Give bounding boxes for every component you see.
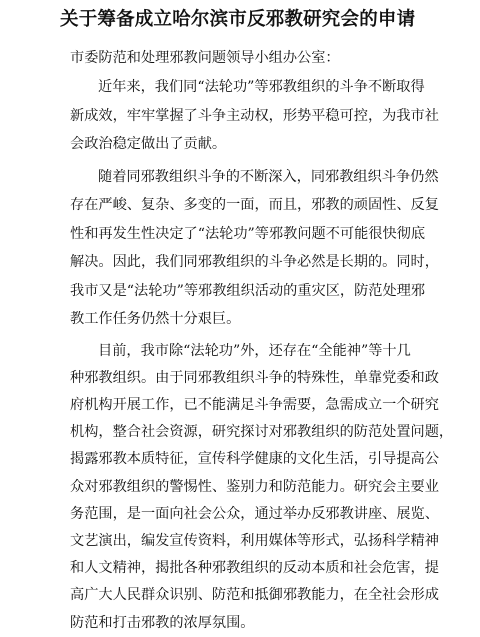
paragraph-line: 府机构开展工作，已不能满足斗争需要，急需成立一个研究	[70, 396, 439, 413]
paragraph-line: 众对邪教组织的警惕性、鉴别力和防范能力。研究会主要业	[70, 478, 439, 495]
paragraph-line: 揭露邪教本质特征，宣传科学健康的文化生活，引导提高公	[70, 451, 439, 468]
paragraph-2	[70, 163, 460, 334]
paragraph-line: 和人文精神，揭批各种邪教组织的反动本质和社会危害，提	[70, 560, 439, 577]
paragraph-line: 会政治稳定做出了贡献。	[70, 136, 227, 152]
paragraph-line: 随着同邪教组织斗争的不断深入，同邪教组织斗争仍然	[98, 168, 439, 185]
paragraph-line: 解决。因此，我们同邪教组织的斗争必然是长期的。同时，	[70, 254, 439, 270]
document-title: 关于筹备成立哈尔滨市反邪教研究会的申请	[60, 9, 416, 30]
paragraph-line: 务范围，是一面向社会公众，通过举办反邪教讲座、展览、	[70, 505, 439, 522]
paragraph-line: 我市又是“法轮功”等邪教组织活动的重灾区，防范处理邪	[70, 282, 426, 299]
paragraph-line: 性和再发生性决定了“法轮功”等邪教问题不可能很快彻底	[70, 225, 426, 242]
paragraph-line: 存在严峻、复杂、多变的一面，而且，邪教的顽固性、反复	[70, 197, 439, 213]
paragraph-3	[70, 338, 460, 637]
paragraph-line: 种邪教组织。由于同邪教组织斗争的特殊性，单靠党委和政	[70, 369, 439, 386]
paragraph-line: 机构，整合社会资源，研究探讨对邪教组织的防范处置问题，	[70, 424, 454, 441]
paragraph-1	[70, 73, 460, 159]
paragraph-line: 目前，我市除“法轮功”外，还存在“全能神”等十几	[98, 342, 411, 359]
paragraph-line: 高广大人民群众识别、防范和抵御邪教能力，在全社会形成	[70, 587, 439, 604]
salutation: 市委防范和处理邪教问题领导小组办公室：	[70, 50, 340, 66]
paragraph-line: 防范和打击邪教的浓厚氛围。	[70, 614, 255, 631]
paragraph-line: 新成效，牢牢掌握了斗争主动权，形势平稳可控，为我市社	[70, 107, 439, 124]
paragraph-line: 文艺演出，编发宣传资料，利用媒体等形式，弘扬科学精神	[70, 532, 439, 549]
paragraph-line: 教工作任务仍然十分艰巨。	[70, 311, 241, 327]
paragraph-line: 近年来，我们同“法轮功”等邪教组织的斗争不断取得	[98, 79, 425, 95]
